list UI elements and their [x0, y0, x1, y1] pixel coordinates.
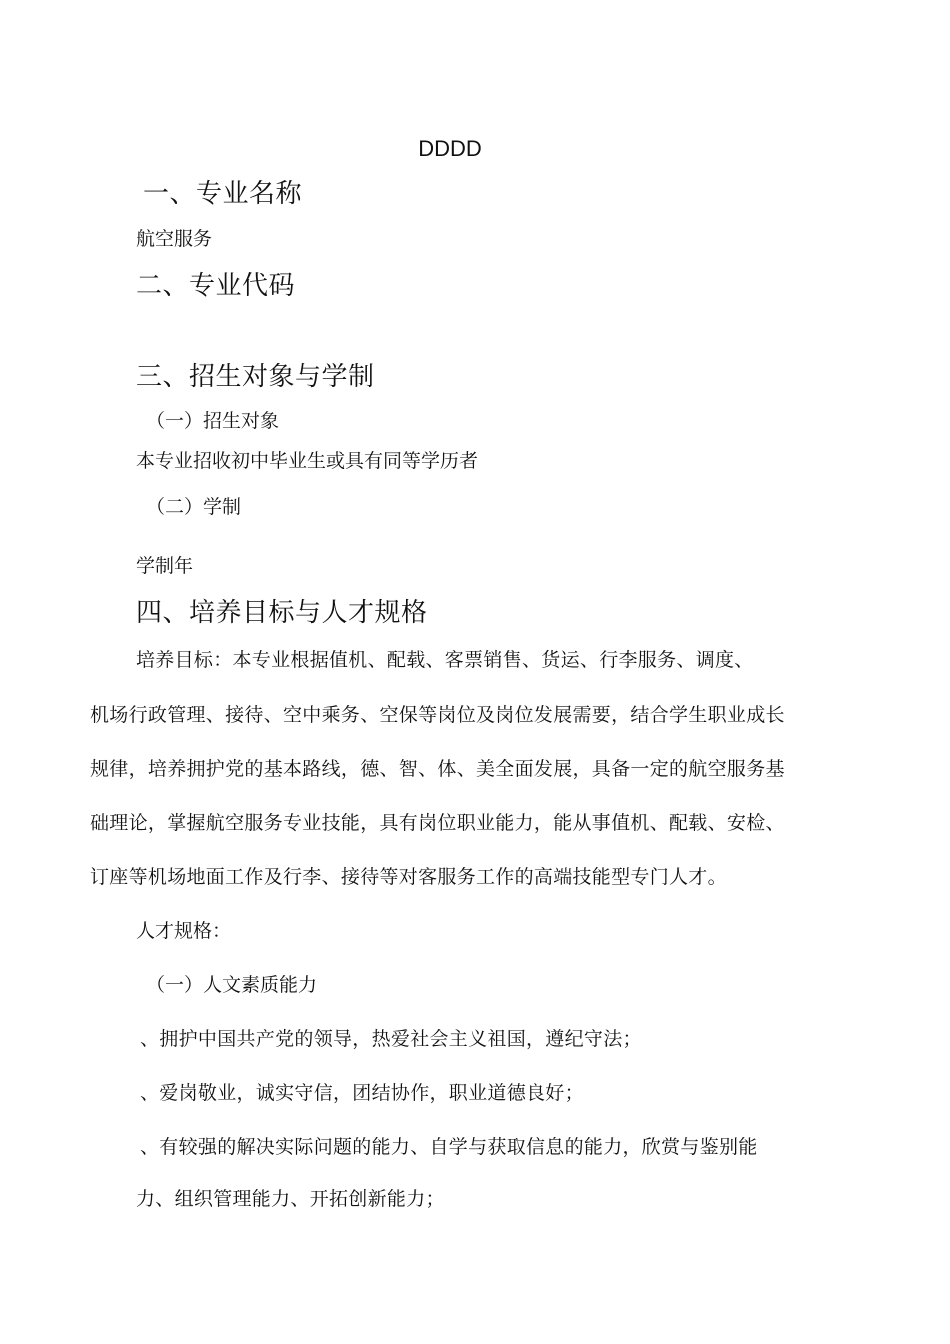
major-name-value: 航空服务	[136, 228, 213, 250]
subheading-enrollment-target: （一）招生对象	[146, 410, 280, 432]
section-heading-enrollment: 三、招生对象与学制	[136, 362, 375, 392]
document-title: DDDD	[418, 136, 482, 161]
goal-line: 机场行政管理、接待、空中乘务、空保等岗位及岗位发展需要，结合学生职业成长	[90, 704, 785, 726]
section-heading-major-code: 二、专业代码	[136, 271, 296, 301]
duration-text: 学制年	[136, 555, 194, 577]
list-item: 、爱岗敬业，诚实守信，团结协作，职业道德良好；	[140, 1082, 584, 1104]
enrollment-target-text: 本专业招收初中毕业生或具有同等学历者	[136, 450, 479, 472]
goal-line: 订座等机场地面工作及行李、接待等对客服务工作的高端技能型专门人才。	[90, 866, 727, 888]
list-item: 、有较强的解决实际问题的能力、自学与获取信息的能力，欣赏与鉴别能	[140, 1136, 758, 1158]
list-item: 、拥护中国共产党的领导，热爱社会主义祖国，遵纪守法；	[140, 1028, 642, 1050]
goal-line: 础理论，掌握航空服务专业技能，具有岗位职业能力，能从事值机、配载、安检、	[90, 812, 785, 834]
subheading-humanities: （一）人文素质能力	[146, 974, 318, 996]
section-heading-major-name: 一、专业名称	[143, 179, 303, 209]
section-heading-goals: 四、培养目标与人才规格	[136, 598, 428, 628]
talent-spec-label: 人才规格：	[136, 920, 232, 942]
subheading-duration: （二）学制	[146, 496, 242, 518]
goal-line: 培养目标：本专业根据值机、配载、客票销售、货运、行李服务、调度、	[136, 649, 754, 671]
goal-line: 规律，培养拥护党的基本路线，德、智、体、美全面发展，具备一定的航空服务基	[90, 758, 785, 780]
list-item-continuation: 力、组织管理能力、开拓创新能力；	[136, 1188, 445, 1210]
